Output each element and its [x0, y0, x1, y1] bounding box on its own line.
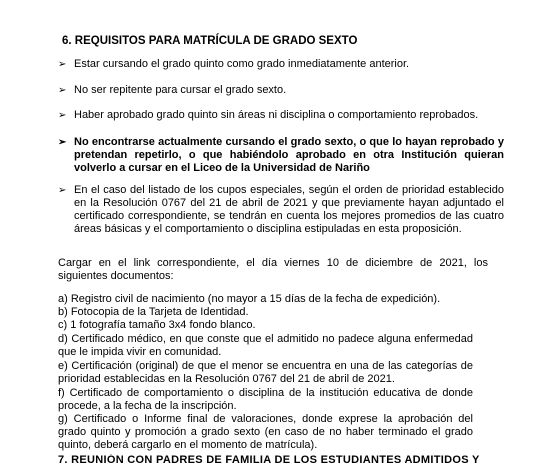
requirement-text: Haber aprobado grado quinto sin áreas ni disciplina o comportamiento reprobados. — [74, 109, 479, 121]
document-item: d) Certificado médico, en que conste que el admitido no padece alguna enfermedad que le impida vivir en comunidad. — [58, 333, 473, 358]
arrow-bullet-icon: ➢ — [58, 137, 67, 148]
requirement-item — [58, 58, 504, 71]
document-item: f) Certificado de comportamiento o disciplina de la institución educativa de donde procede, a la fecha de la inscripción. — [58, 387, 473, 412]
requirement-text: No ser repitente para cursar el grado sexto. — [74, 84, 287, 96]
requirement-item — [58, 136, 504, 175]
arrow-bullet-icon: ➢ — [58, 110, 67, 121]
section-6-heading: 6. REQUISITOS PARA MATRÍCULA DE GRADO SEXTO — [62, 35, 358, 47]
arrow-bullet-icon: ➢ — [58, 85, 67, 96]
requirement-item — [58, 184, 504, 236]
requirement-item — [58, 84, 504, 97]
requirement-item — [58, 109, 504, 122]
arrow-bullet-icon: ➢ — [58, 59, 67, 70]
document-item: g) Certificado o Informe final de valoraciones, donde exprese la aprobación del grado quinto y promoción a grado sexto (en caso de no haber terminado el grado quinto, deberá cargarlo en el momento de matrícula). — [58, 413, 473, 451]
section-7-heading: 7. REUNIÓN CON PADRES DE FAMILIA DE LOS ESTUDIANTES ADMITIDOS Y — [58, 454, 480, 466]
requirement-text: No encontrarse actualmente cursando el grado sexto, o que lo hayan reprobado y pretendan repetirlo, o que habiéndolo aprobado en otra Institución quieran volverlo a cursar en el Liceo de la Universidad de Nariño — [74, 136, 504, 174]
requirement-text: En el caso del listado de los cupos especiales, según el orden de prioridad establecido en la Resolución 0767 del 21 de abril de 2021 y que previamente hayan adjuntado el certificado correspondiente, se tendrán en cuenta los mejores promedios de las cuatro áreas básicas y el comportamiento o disciplina estipuladas en esta proposición. — [74, 184, 504, 235]
arrow-bullet-icon: ➢ — [58, 185, 67, 196]
requirement-text: Estar cursando el grado quinto como grado inmediatamente anterior. — [74, 58, 410, 70]
document-item: b) Fotocopia de la Tarjeta de Identidad. — [58, 306, 249, 318]
document-item: c) 1 fotografía tamaño 3x4 fondo blanco. — [58, 319, 256, 331]
documents-intro: Cargar en el link correspondiente, el día viernes 10 de diciembre de 2021, los siguientes documentos: — [58, 257, 488, 282]
document-item: e) Certificación (original) de que el menor se encuentra en una de las categorías de prioridad establecidas en la Resolución 0767 del 21 de abril de 2021. — [58, 360, 473, 385]
document-item: a) Registro civil de nacimiento (no mayor a 15 días de la fecha de expedición). — [58, 293, 441, 305]
